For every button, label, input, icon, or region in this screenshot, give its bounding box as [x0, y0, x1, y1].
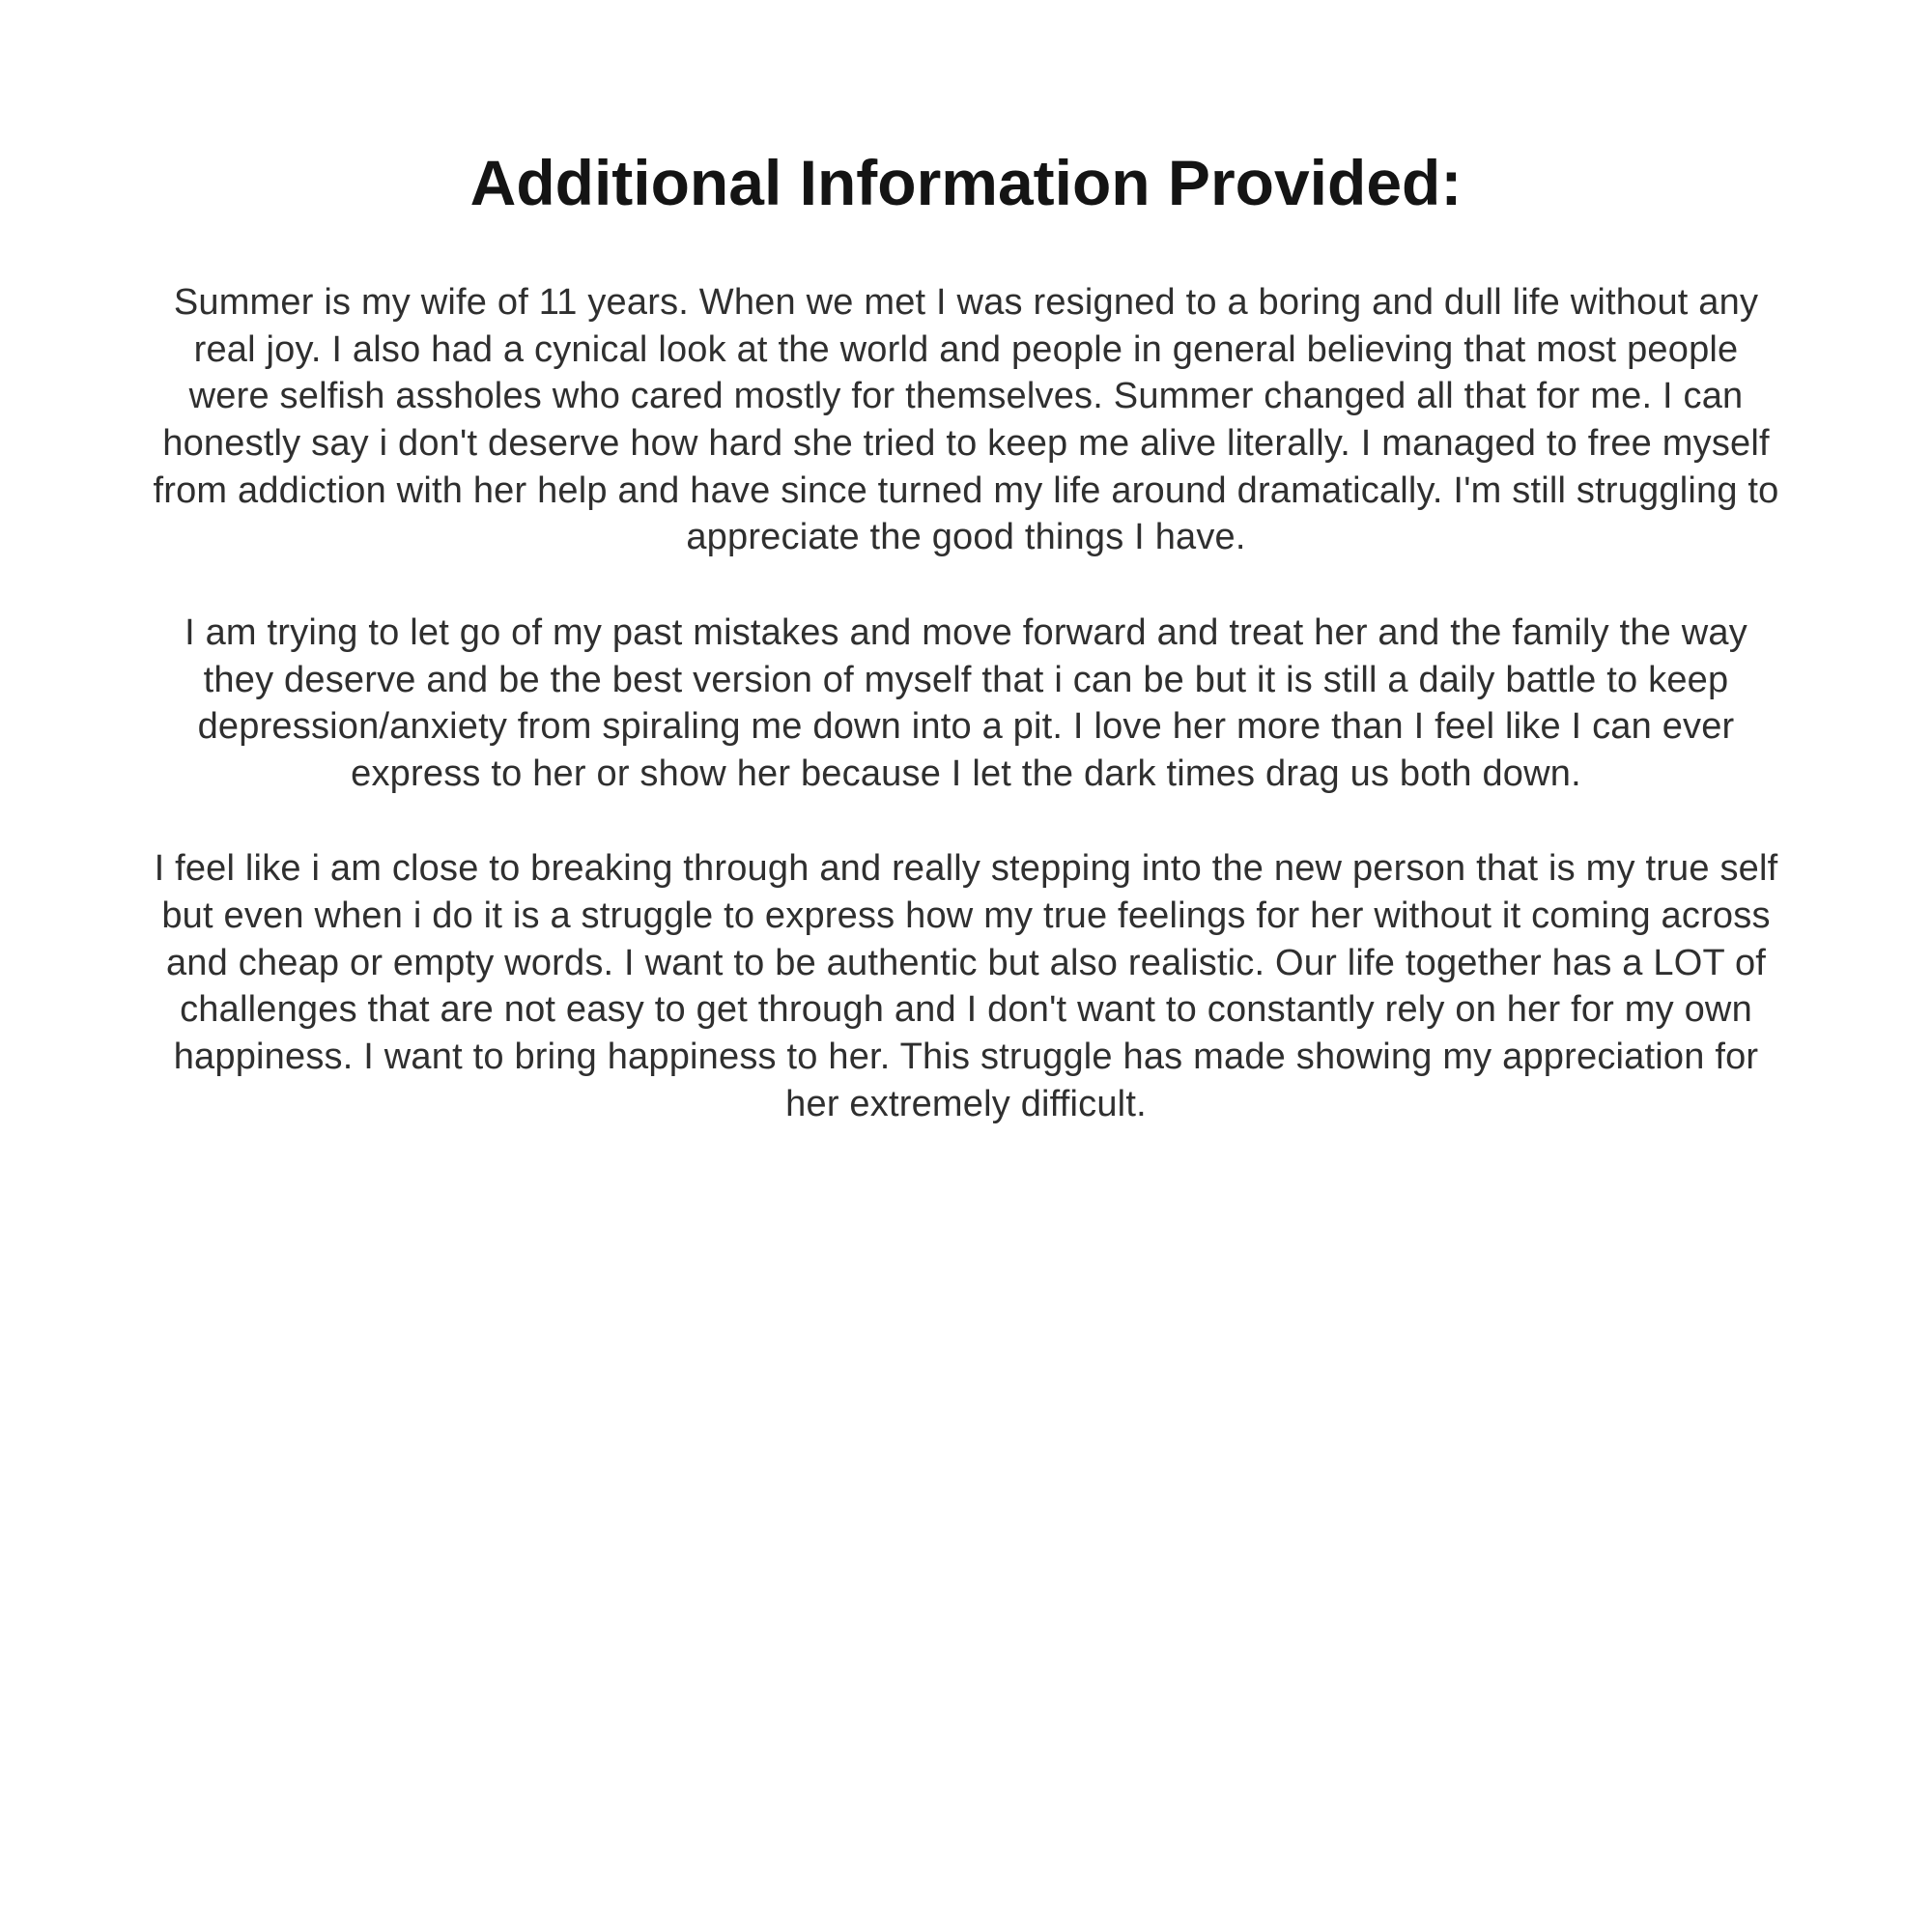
page-title: Additional Information Provided:	[469, 147, 1463, 218]
paragraph-3: I feel like i am close to breaking through and really stepping into the new person that is my true self but even when i do it is a struggle to express how my true feelings for her without it coming across and cheap or empty words. I want to be authentic but also realistic. Our life together has a LOT of challenges that are not easy to get through and I don't want to constantly rely on her for my own happiness. I want to bring happiness to her. This struggle has made showing my appreciation for her extremely difficult.	[154, 848, 1778, 1124]
body-text	[150, 279, 1782, 1127]
paragraph-2: I am trying to let go of my past mistakes and move forward and treat her and the family the way they deserve and be the best version of myself that i can be but it is still a daily battle to keep depression/anxiety from spiraling me down into a pit. I love her more than I feel like I can ever express to her or show her because I let the dark times drag us both down.	[185, 611, 1747, 794]
paragraph-1: Summer is my wife of 11 years. When we met I was resigned to a boring and dull life without any real joy. I also had a cynical look at the world and people in general believing that most people were selfish assholes who cared mostly for themselves. Summer changed all that for me. I can honestly say i don't deserve how hard she tried to keep me alive literally. I managed to free myself from addiction with her help and have since turned my life around dramatically. I'm still struggling to appreciate the good things I have.	[153, 282, 1779, 558]
